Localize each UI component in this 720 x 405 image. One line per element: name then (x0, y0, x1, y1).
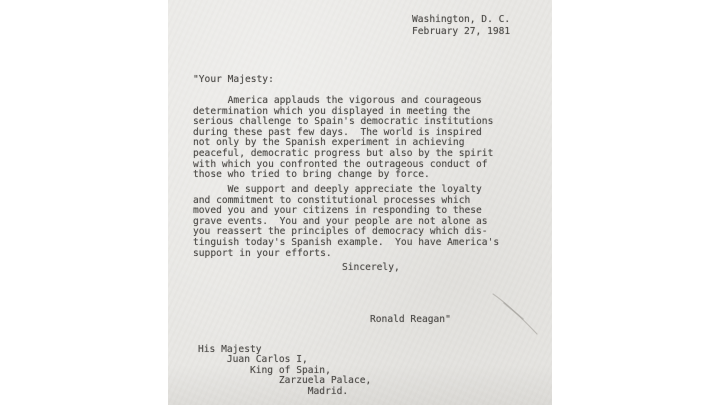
closing-text: Sincerely, (342, 262, 400, 273)
letter-line: with which you confronted the outrageous conduct of (193, 158, 488, 170)
signature (370, 315, 451, 326)
recipient-address (198, 345, 371, 397)
letter-line: peaceful, democratic progress but also by the spirit (193, 147, 494, 159)
dateline-date: February 27, 1981 (412, 25, 511, 37)
letter-line: during these past few days. The world is inspired (193, 126, 482, 138)
letter-line: America applauds the vigorous and courageous (193, 95, 482, 106)
recipient-line: Zarzuela Palace, (198, 375, 372, 387)
letter-line: support in your efforts. (193, 247, 332, 259)
letter-line: tinguish today's Spanish example. You have America's (193, 236, 500, 248)
signature-name: Ronald Reagan" (370, 314, 451, 325)
salutation-text: "Your Majesty: (193, 74, 274, 85)
recipient-line: Juan Carlos I, (198, 354, 308, 366)
letter-line: moved you and your citizens in responding to these (193, 205, 482, 217)
letter-line: determination which you displayed in meeting the (193, 105, 471, 117)
recipient-line: His Majesty (198, 344, 262, 355)
recipient-line: King of Spain, (198, 364, 331, 376)
dateline-place: Washington, D. C. (412, 14, 511, 25)
dateline (412, 14, 510, 37)
paragraph-2 (193, 185, 499, 259)
letter-line: those who tried to bring change by force. (193, 169, 430, 181)
letter-line: not only by the Spanish experiment in achieving (193, 137, 465, 149)
recipient-line: Madrid. (198, 385, 349, 397)
pencil-mark (486, 286, 546, 342)
paragraph-1 (193, 96, 493, 181)
letter-line: you reassert the principles of democracy which dis- (193, 226, 488, 238)
letter-line: We support and deeply appreciate the loyalty (193, 184, 482, 195)
closing (342, 263, 400, 274)
letter-line: grave events. You and your people are not alone as (193, 215, 488, 227)
letter-line: serious challenge to Spain's democratic institutions (193, 116, 494, 128)
letter-page (168, 0, 552, 405)
letter-line: and commitment to constitutional processes which (193, 194, 471, 206)
salutation (193, 75, 274, 86)
